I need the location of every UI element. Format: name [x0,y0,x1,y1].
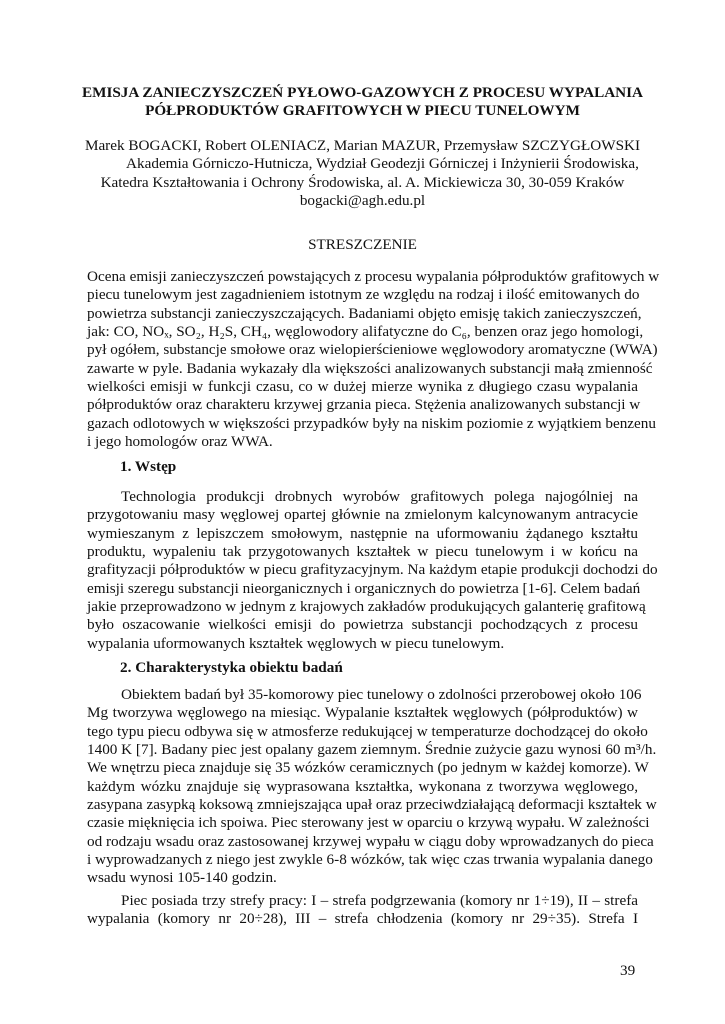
text-line: pył ogółem, substancje smołowe oraz wielopierścieniowe węglowodory aromatyczne (WWA) [87,341,658,359]
author-block [30,137,695,210]
abstract-heading: STRESZCZENIE [308,236,417,253]
text-line: jak: CO, NOₓ, SO₂, H₂S, CH₄, węglowodory alifatyczne do C₆, benzen oraz jego homologi, [87,323,644,341]
text-line: wsadu wynosi 105-140 godzin. [87,869,277,887]
section-2-paragraph-2 [87,892,638,929]
page-number: 39 [620,962,636,979]
text-line: piecu tunelowym jest zagadnieniem istotnym ze względu na rodzaj i ilość emitowanych do [87,286,640,304]
text-line: zawarte w pyle. Badania wykazały dla większości analizowanych substancji małą zmienność [87,359,653,377]
text-line: gazach odlotowych w większości przypadków były na niskim poziomie z wyjątkiem benzenu [87,414,656,432]
text-line: jakie przeprowadzono w jednym z krajowych zakładów produkujących galanterię grafitową [87,598,646,616]
text-line: tego typu piecu odbywa się w atmosferze redukującej w temperaturze dochodzącej do około [87,722,648,740]
paper-title [30,84,695,121]
affiliation-line: Akademia Górniczo-Hutnicza, Wydział Geodezji Górniczej i Inżynierii Środowiska, [126,155,639,173]
text-line: każdym wózku znajduje się wyprasowana kształtka, wykonana z tworzywa węglowego, [87,777,638,795]
authors: Marek BOGACKI, Robert OLENIACZ, Marian MAZUR, Przemysław SZCZYGŁOWSKI [84,137,641,154]
text-line: przygotowaniu masy węglowej opartej głównie na zmielonym kalcynowanym antracycie [87,506,638,524]
section-1-heading: 1. Wstęp [120,458,177,475]
text-line: czasie mięknięcia ich spoiwa. Piec sterowany jest w oparciu o krzywą wypału. W zależności [87,814,650,832]
title-line: EMISJA ZANIECZYSZCZEŃ PYŁOWO-GAZOWYCH Z PROCESU WYPALANIA [81,84,644,101]
text-line: było oszacowanie wielkości emisji do powietrza substancji pochodzących z procesu [87,616,638,634]
text-line: wypalania (komory nr 20÷28), III – strefa chłodzenia (komory nr 29÷35). Strefa I [87,910,638,928]
text-line: emisji szeregu substancji nieorganicznych i organicznych do powietrza [1-6]. Celem badań [87,579,641,597]
text-line: zasypana zasypką koksową zmniejszająca upał oraz przeciwdziałającą deformacji kształtek w [87,796,657,814]
section-2-paragraph-1 [87,686,657,888]
text-line: od rodzaju wsadu oraz zastosowanej krzywej wypału w ciągu doby wprowadzanych do pieca [87,832,654,850]
text-line: 1400 K [7]. Badany piec jest opalany gazem ziemnym. Średnie zużycie gazu wynosi 60 m³/h. [87,741,657,759]
abstract [87,268,660,451]
affiliation-line: Katedra Kształtowania i Ochrony Środowiska, al. A. Mickiewicza 30, 30-059 Kraków [100,173,625,191]
text-line: We wnętrzu pieca znajduje się 35 wózków ceramicznych (po jednym w każdej komorze). W [87,759,649,777]
text-line: produktu, wypaleniu tak przygotowanych kształtek w piecu tunelowym i w końcu na [87,543,638,561]
text-line: wielkości emisji w funkcji czasu, co w dużej mierze wynika z długiego czasu wypalania [87,378,638,396]
section-2-heading: 2. Charakterystyka obiektu badań [120,659,343,676]
text-line: Obiektem badań był 35-komorowy piec tunelowy o zdolności przerobowej około 106 [121,686,642,703]
section-1-body [87,488,658,653]
text-line: grafityzacji półproduktów w piecu grafityzacyjnym. Na każdym etapie produkcji dochodzi do [87,561,658,579]
text-line: Ocena emisji zanieczyszczeń powstających z procesu wypalania półproduktów grafitowych w [87,268,660,285]
email: bogacki@agh.edu.pl [299,192,426,210]
text-line: Technologia produkcji drobnych wyrobów grafitowych polega najogólniej na [121,488,638,505]
text-line: Piec posiada trzy strefy pracy: I – strefa podgrzewania (komory nr 1÷19), II – strefa [121,892,638,909]
title-line: PÓŁPRODUKTÓW GRAFITOWYCH W PIECU TUNELOWYM [145,102,580,120]
text-line: i wyprowadzanych z niego jest zwykle 6-8 wózków, tak więc czas trwania wypalania danego [87,851,653,869]
text-line: i jego homologów oraz WWA. [87,433,273,451]
text-line: półproduktów oraz charakteru krzywej grzania pieca. Stężenia analizowanych substancji w [87,396,641,414]
text-line: wymieszanym z lepiszczem smołowym, następnie na uformowaniu żądanego kształtu [87,524,638,542]
text-line: Mg tworzywa węglowego na miesiąc. Wypalanie kształtek węglowych (półproduktów) w [87,704,638,722]
text-line: wypalania uformowanych kształtek węglowych w piecu tunelowym. [87,634,505,652]
text-line: powietrza substancji zanieczyszczających. Badaniami objęto emisję takich zanieczyszczeń, [87,304,642,322]
